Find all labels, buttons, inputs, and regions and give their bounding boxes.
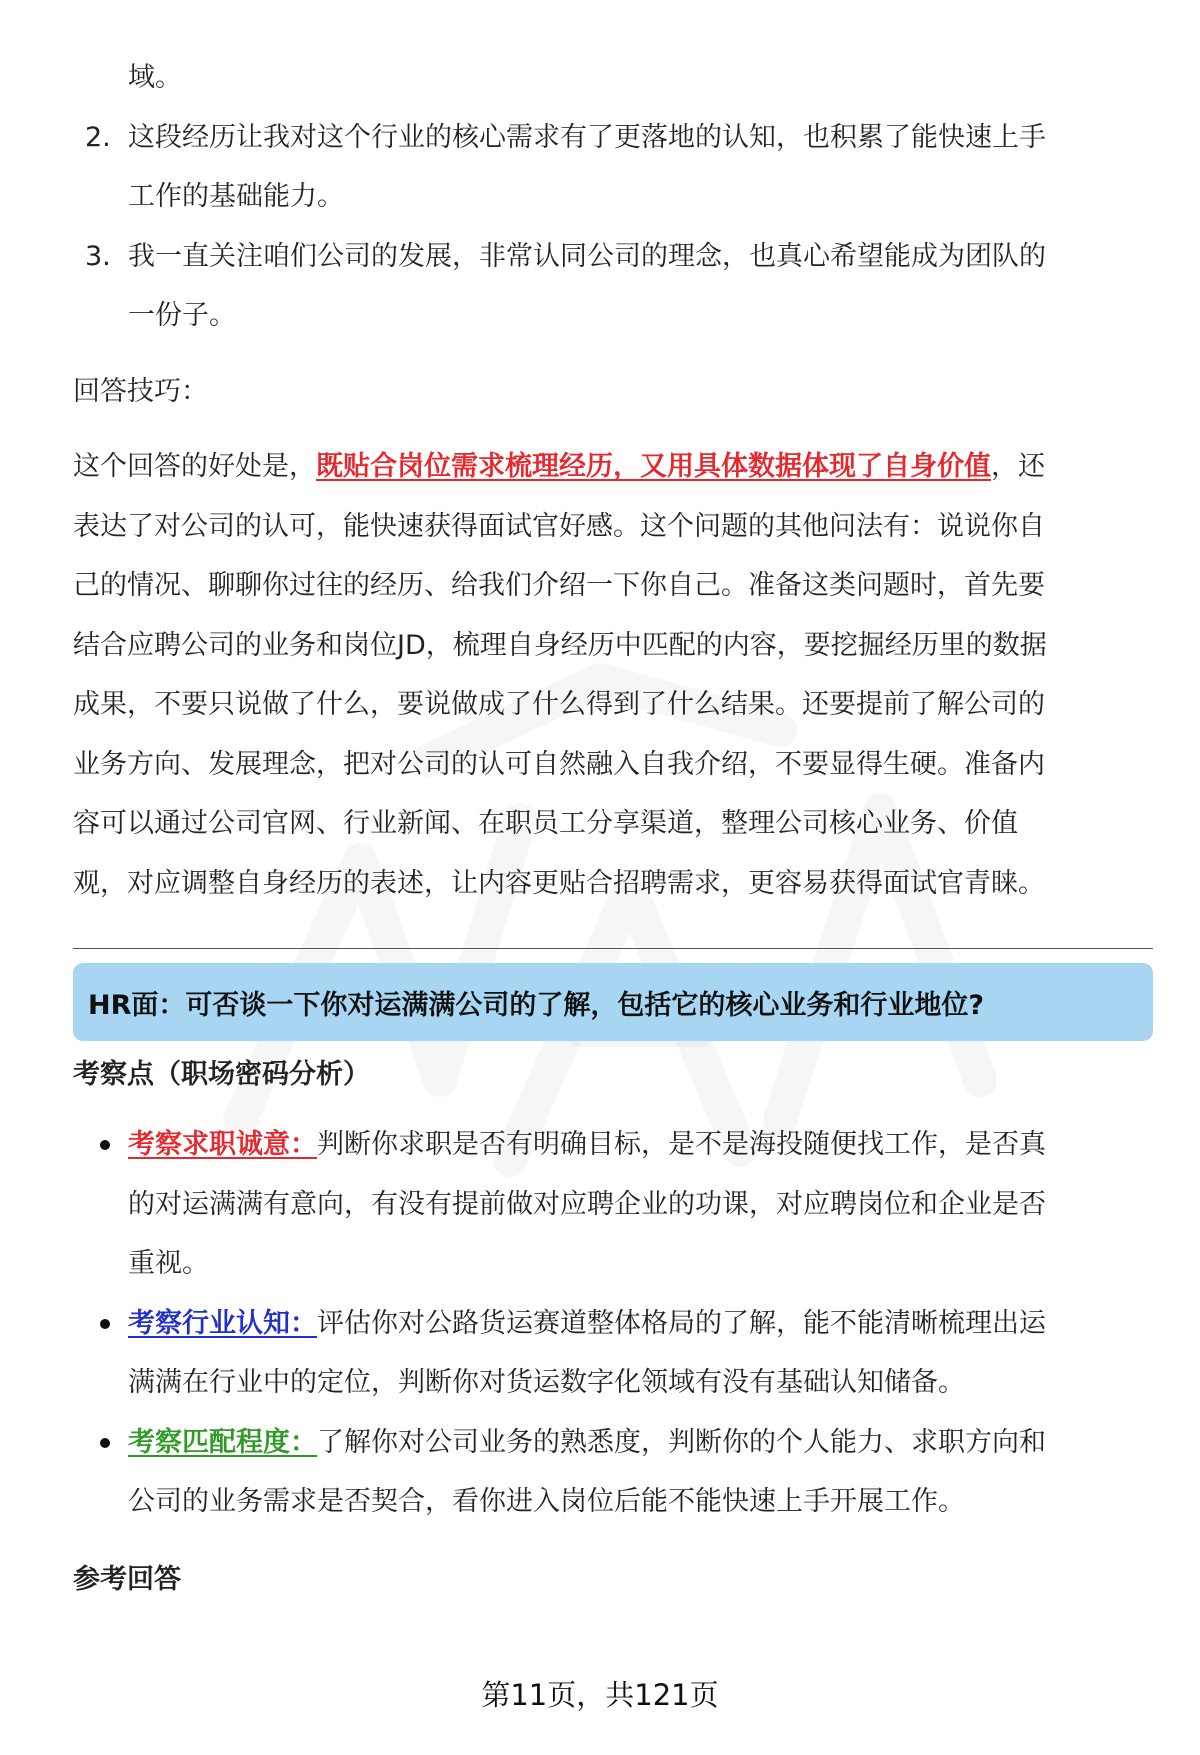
content-column [73, 48, 1153, 1610]
interview-question-text: HR面：可否谈一下你对运满满公司的了解，包括它的核心业务和行业地位? [88, 989, 985, 1021]
analysis-text: 重视。 [128, 1248, 209, 1279]
list-item-1-continuation: 域。 [128, 62, 182, 93]
list-item-text: 这段经历让我对这个行业的核心需求有了更落地的认知，也积累了能快速上手 [128, 121, 1046, 153]
list-item-continuation [73, 286, 1153, 346]
tips-line: 观，对应调整自身经历的表述，让内容更贴合招聘需求，更容易获得面试官青睐。 [73, 867, 1045, 899]
analysis-list [73, 1115, 1153, 1532]
interview-question-box [73, 963, 1153, 1041]
list-item [73, 108, 1153, 168]
list-item-continuation-text: 一份子。 [128, 300, 236, 331]
analysis-text: 的对运满满有意向，有没有提前做对应聘企业的功课，对应聘岗位和企业是否 [128, 1188, 1046, 1220]
tips-highlight: 既贴合岗位需求梳理经历，又用具体数据体现了自身价值 [316, 451, 991, 482]
analysis-text: 了解你对公司业务的熟悉度，判断你的个人能力、求职方向和 [317, 1426, 1046, 1458]
list-item [73, 227, 1153, 287]
analysis-text: 满满在行业中的定位，判断你对货运数字化领域有没有基础认知储备。 [128, 1367, 965, 1398]
tips-line: 业务方向、发展理念，把对公司的认可自然融入自我介绍，不要显得生硬。准备内 [73, 748, 1045, 780]
analysis-text: 判断你求职是否有明确目标，是不是海投随便找工作，是否真 [317, 1129, 1046, 1160]
list-item-continuation-text: 工作的基础能力。 [128, 181, 344, 212]
page-footer: 第11页，共121页 [481, 1678, 719, 1712]
analysis-text: 公司的业务需求是否契合，看你进入岗位后能不能快速上手开展工作。 [128, 1486, 965, 1517]
analysis-item [73, 1413, 1153, 1532]
numbered-list [73, 108, 1153, 346]
section-divider [73, 948, 1153, 949]
tips-line: 结合应聘公司的业务和岗位JD，梳理自身经历中匹配的内容，要挖掘经历里的数据 [73, 629, 1047, 661]
tips-line: 己的情况、聊聊你过往的经历、给我们介绍一下你自己。准备这类问题时，首先要 [73, 570, 1045, 601]
bullet-dot-icon [100, 1140, 110, 1150]
tips-line: 容可以通过公司官网、行业新闻、在职员工分享渠道，整理公司核心业务、价值 [73, 808, 1018, 839]
tips-heading: 回答技巧： [73, 375, 208, 407]
list-number: 2. [85, 121, 111, 153]
analysis-key: 考察行业认知： [128, 1307, 317, 1339]
list-item-text: 我一直关注咱们公司的发展，非常认同公司的理念，也真心希望能成为团队的 [128, 240, 1046, 272]
analysis-key: 考察求职诚意： [128, 1129, 317, 1160]
analysis-key: 考察匹配程度： [128, 1426, 317, 1458]
list-number: 3. [85, 240, 111, 272]
list-item-continuation [73, 167, 1153, 227]
analysis-item [73, 1115, 1153, 1294]
tips-line1-tail: ，还 [991, 451, 1045, 482]
analysis-text: 评估你对公路货运赛道整体格局的了解，能不能清晰梳理出运 [317, 1307, 1046, 1339]
bullet-dot-icon [100, 1319, 110, 1329]
analysis-item [73, 1294, 1153, 1413]
reference-answer-heading: 参考回答 [73, 1563, 181, 1595]
tips-line: 表达了对公司的认可，能快速获得面试官好感。这个问题的其他问法有：说说你自 [73, 510, 1045, 542]
tips-lead: 这个回答的好处是， [73, 451, 316, 482]
tips-line: 成果，不要只说做了什么，要说做成了什么得到了什么结果。还要提前了解公司的 [73, 689, 1045, 720]
analysis-heading: 考察点（职场密码分析） [73, 1059, 370, 1090]
tips-paragraph [73, 437, 1153, 913]
bullet-dot-icon [100, 1438, 110, 1448]
